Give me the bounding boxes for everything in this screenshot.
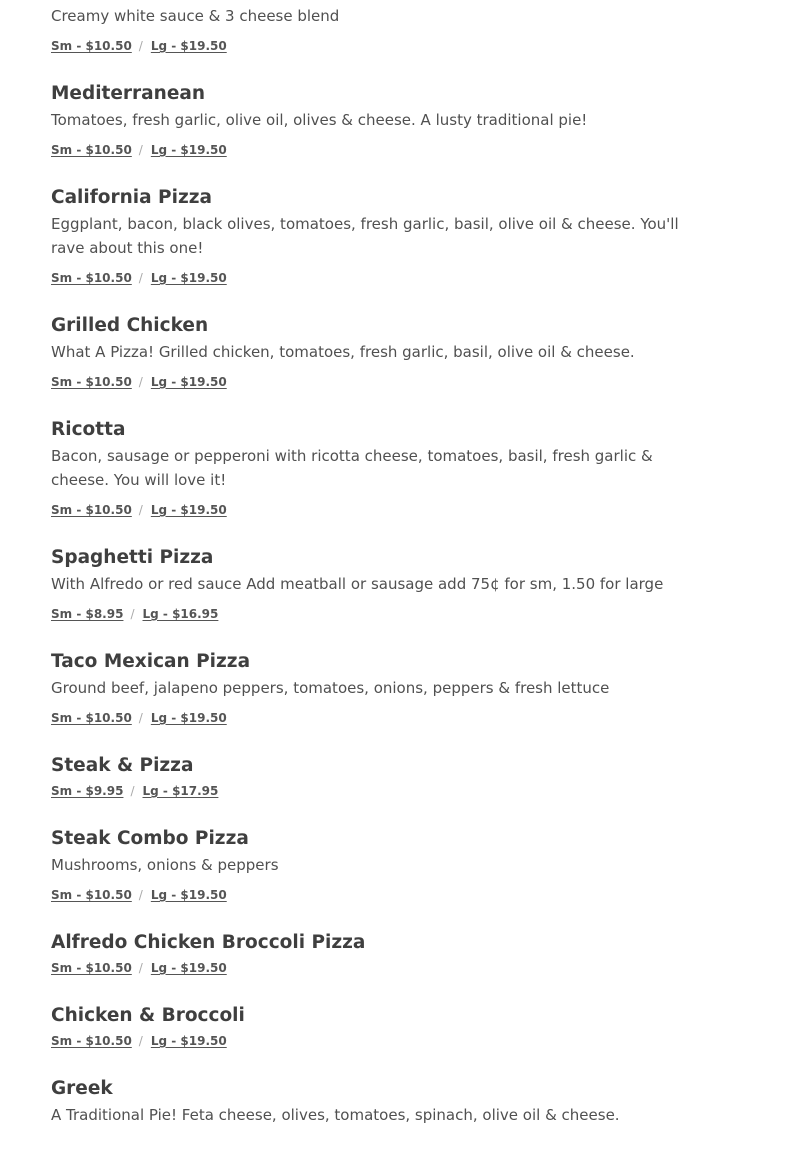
price-row [51,884,701,906]
price-separator: / [130,607,135,621]
price-small-link[interactable]: Sm - $10.50 [51,1034,132,1048]
price-row [51,603,701,625]
menu-item-description: Creamy white sauce & 3 cheese blend [51,7,340,25]
price-small-link[interactable]: Sm - $10.50 [51,503,132,517]
menu-item-name: Spaghetti Pizza [51,547,214,568]
menu-item-name: Chicken & Broccoli [51,1005,245,1026]
price-row [51,499,701,521]
menu-item [51,649,701,729]
price-large-link[interactable]: Lg - $19.50 [150,375,227,389]
menu-item-description: Mushrooms, onions & peppers [51,856,279,874]
menu-item-name: Greek [51,1078,113,1099]
price-small-link[interactable]: Sm - $10.50 [51,711,132,725]
menu-item [51,81,701,161]
menu-item-name: Taco Mexican Pizza [51,651,251,672]
menu-item-name: California Pizza [51,187,212,208]
price-separator: / [138,711,143,725]
menu-item-name: Ricotta [51,419,126,440]
price-large-link[interactable]: Lg - $19.50 [150,711,227,725]
price-small-link[interactable]: Sm - $10.50 [51,271,132,285]
menu-item-description: Tomatoes, fresh garlic, olive oil, olives & cheese. A lusty traditional pie! [51,111,588,129]
price-row [51,707,701,729]
menu-item [51,0,701,57]
menu-item [51,826,701,906]
price-separator: / [138,1034,143,1048]
price-row [51,139,701,161]
menu-list [51,0,701,1151]
price-separator: / [130,784,135,798]
menu-item [51,313,701,393]
menu-item-name: Alfredo Chicken Broccoli Pizza [51,932,366,953]
price-separator: / [138,375,143,389]
price-separator: / [138,271,143,285]
menu-item-description: With Alfredo or red sauce Add meatball or sausage add 75¢ for sm, 1.50 for large [51,575,664,593]
menu-item-name [51,0,701,3]
price-separator: / [138,503,143,517]
price-small-link[interactable]: Sm - $8.95 [51,607,124,621]
price-row [51,371,701,393]
menu-item [51,930,701,979]
price-large-link[interactable]: Lg - $19.50 [150,39,227,53]
price-large-link[interactable]: Lg - $16.95 [142,607,219,621]
price-small-link[interactable]: Sm - $10.50 [51,39,132,53]
menu-item [51,1076,701,1127]
menu-item-description: A Traditional Pie! Feta cheese, olives, tomatoes, spinach, olive oil & cheese. [51,1106,620,1124]
menu-item-description: Bacon, sausage or pepperoni with ricotta cheese, tomatoes, basil, fresh garlic & cheese. You will love it! [51,447,653,489]
price-large-link[interactable]: Lg - $17.95 [142,784,219,798]
menu-item-description: Eggplant, bacon, black olives, tomatoes, fresh garlic, basil, olive oil & cheese. You'll rave about this one! [51,215,679,257]
price-row [51,1030,701,1052]
menu-item [51,1003,701,1052]
menu-item [51,753,701,802]
price-row [51,780,701,802]
price-separator: / [138,888,143,902]
menu-item-name: Steak & Pizza [51,755,194,776]
menu-item-description: Ground beef, jalapeno peppers, tomatoes, onions, peppers & fresh lettuce [51,679,610,697]
price-small-link[interactable]: Sm - $10.50 [51,888,132,902]
price-small-link[interactable]: Sm - $10.50 [51,375,132,389]
price-large-link[interactable]: Lg - $19.50 [150,271,227,285]
menu-item-name: Steak Combo Pizza [51,828,249,849]
menu-item-description: What A Pizza! Grilled chicken, tomatoes, fresh garlic, basil, olive oil & cheese. [51,343,635,361]
menu-item-name: Mediterranean [51,83,206,104]
price-row [51,957,701,979]
price-large-link[interactable]: Lg - $19.50 [150,1034,227,1048]
price-large-link[interactable]: Lg - $19.50 [150,888,227,902]
price-small-link[interactable]: Sm - $9.95 [51,784,124,798]
menu-item [51,417,701,521]
price-row [51,35,701,57]
price-small-link[interactable]: Sm - $10.50 [51,143,132,157]
price-large-link[interactable]: Lg - $19.50 [150,503,227,517]
price-large-link[interactable]: Lg - $19.50 [150,143,227,157]
menu-item [51,185,701,289]
menu-item-name: Grilled Chicken [51,315,209,336]
price-separator: / [138,39,143,53]
menu-item [51,545,701,625]
price-large-link[interactable]: Lg - $19.50 [150,961,227,975]
price-small-link[interactable]: Sm - $10.50 [51,961,132,975]
price-separator: / [138,961,143,975]
price-row [51,267,701,289]
price-separator: / [138,143,143,157]
